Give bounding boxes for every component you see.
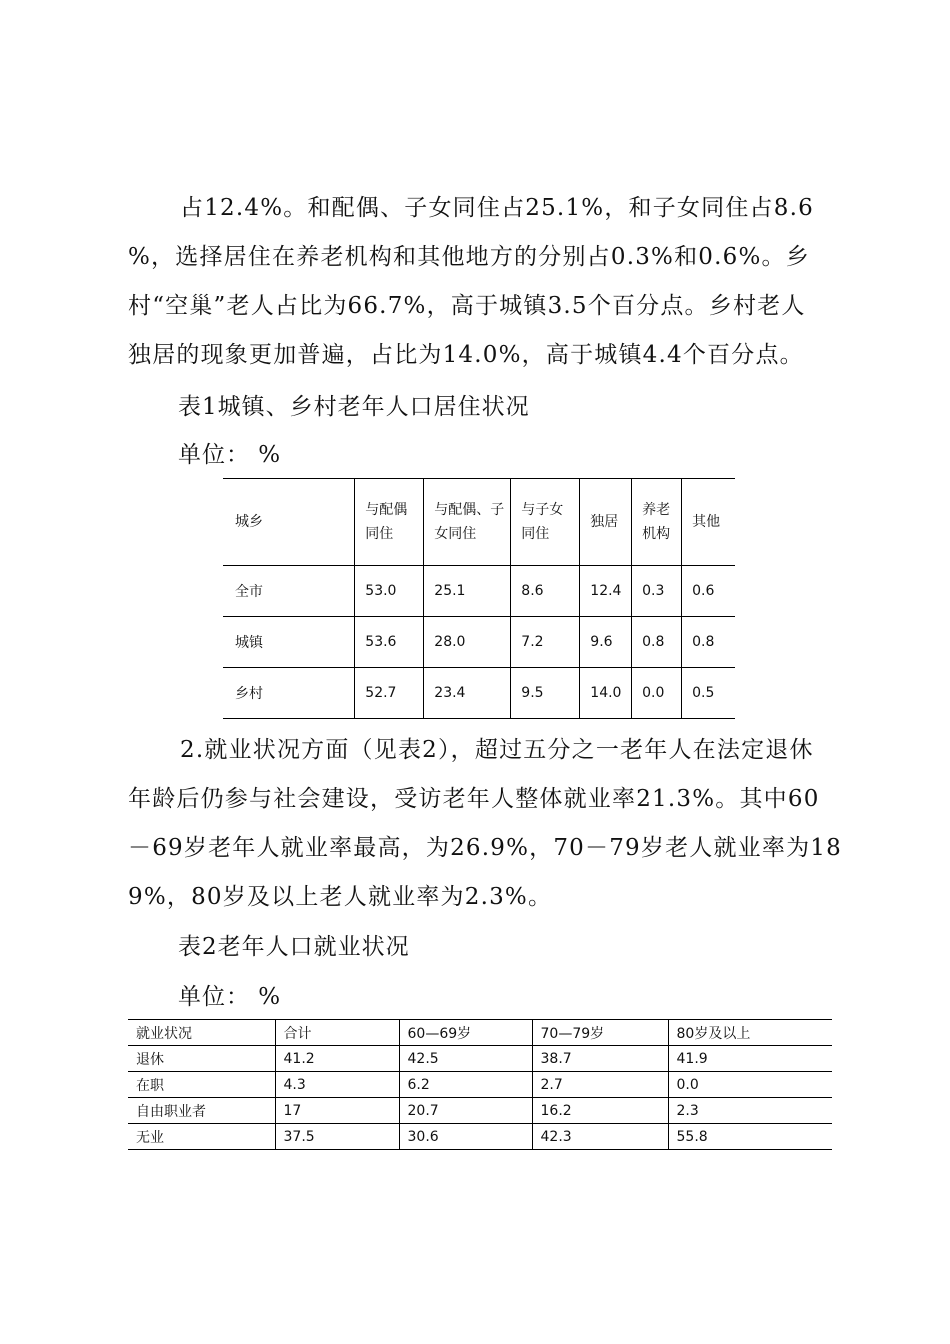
paragraph-living-situation xyxy=(128,184,858,380)
table-cell: 9.6 xyxy=(580,617,632,668)
table-row xyxy=(223,617,735,668)
table1-unit: 单位： % xyxy=(178,442,282,468)
table-row xyxy=(223,668,735,719)
table2-caption: 表2老年人口就业状况 xyxy=(178,934,410,960)
table-row xyxy=(128,1046,832,1072)
table-row xyxy=(128,1098,832,1124)
table-cell: 0.3 xyxy=(632,566,682,617)
table-cell: 0.8 xyxy=(682,617,735,668)
table-header-cell: 60—69岁 xyxy=(399,1020,532,1046)
table-cell: 53.0 xyxy=(355,566,424,617)
table-header-cell: 70—79岁 xyxy=(532,1020,668,1046)
table-cell: 53.6 xyxy=(355,617,424,668)
table-cell: 17 xyxy=(275,1098,399,1124)
table-cell: 37.5 xyxy=(275,1124,399,1150)
paragraph-line: %，选择居住在养老机构和其他地方的分别占0.3%和0.6%。乡 xyxy=(128,244,810,270)
paragraph-line: －69岁老年人就业率最高，为26.9%，70－79岁老人就业率为18 xyxy=(128,835,842,861)
table-cell: 20.7 xyxy=(399,1098,532,1124)
table-header-cell: 其他 xyxy=(682,479,735,566)
table-cell: 7.2 xyxy=(511,617,580,668)
table-cell: 42.3 xyxy=(532,1124,668,1150)
table-cell: 12.4 xyxy=(580,566,632,617)
table-header-cell: 养老机构 xyxy=(632,479,682,566)
table-cell: 2.7 xyxy=(532,1072,668,1098)
table1-caption: 表1城镇、乡村老年人口居住状况 xyxy=(178,394,530,420)
living-situation-table xyxy=(223,478,735,719)
table-header-cell: 与配偶同住 xyxy=(355,479,424,566)
table-row xyxy=(128,1072,832,1098)
table-cell: 6.2 xyxy=(399,1072,532,1098)
paragraph-employment xyxy=(128,726,858,922)
table-cell: 16.2 xyxy=(532,1098,668,1124)
paragraph-line: 9%，80岁及以上老人就业率为2.3%。 xyxy=(128,884,553,910)
table-cell: 全市 xyxy=(223,566,355,617)
paragraph-line: 2.就业状况方面（见表2），超过五分之一老年人在法定退休 xyxy=(180,737,814,763)
table-cell: 41.9 xyxy=(668,1046,832,1072)
table-cell: 55.8 xyxy=(668,1124,832,1150)
table-header-row xyxy=(128,1020,832,1046)
table-cell: 乡村 xyxy=(223,668,355,719)
table-cell: 0.0 xyxy=(668,1072,832,1098)
table-cell: 38.7 xyxy=(532,1046,668,1072)
table-cell: 在职 xyxy=(128,1072,275,1098)
table-cell: 自由职业者 xyxy=(128,1098,275,1124)
table-header-cell: 80岁及以上 xyxy=(668,1020,832,1046)
table-cell: 41.2 xyxy=(275,1046,399,1072)
table2-unit: 单位： % xyxy=(178,984,282,1010)
table-cell: 0.0 xyxy=(632,668,682,719)
table-header-row xyxy=(223,479,735,566)
table-cell: 25.1 xyxy=(424,566,511,617)
table-cell: 退休 xyxy=(128,1046,275,1072)
table-cell: 0.6 xyxy=(682,566,735,617)
table-cell: 2.3 xyxy=(668,1098,832,1124)
table-cell: 4.3 xyxy=(275,1072,399,1098)
table-cell: 无业 xyxy=(128,1124,275,1150)
table-header-cell: 独居 xyxy=(580,479,632,566)
table-header-cell: 就业状况 xyxy=(128,1020,275,1046)
table-cell: 城镇 xyxy=(223,617,355,668)
table-cell: 23.4 xyxy=(424,668,511,719)
table-cell: 42.5 xyxy=(399,1046,532,1072)
table-cell: 0.5 xyxy=(682,668,735,719)
table-header-cell: 城乡 xyxy=(223,479,355,566)
paragraph-line: 年龄后仍参与社会建设，受访老年人整体就业率21.3%。其中60 xyxy=(128,786,820,812)
table-cell: 9.5 xyxy=(511,668,580,719)
table-header-cell: 与子女同住 xyxy=(511,479,580,566)
table-cell: 8.6 xyxy=(511,566,580,617)
paragraph-line: 村“空巢”老人占比为66.7%，高于城镇3.5个百分点。乡村老人 xyxy=(128,293,806,319)
table-cell: 52.7 xyxy=(355,668,424,719)
table-row xyxy=(128,1124,832,1150)
paragraph-line: 独居的现象更加普遍，占比为14.0%，高于城镇4.4个百分点。 xyxy=(128,342,804,368)
table-header-cell: 合计 xyxy=(275,1020,399,1046)
table-cell: 0.8 xyxy=(632,617,682,668)
table-cell: 28.0 xyxy=(424,617,511,668)
table-header-cell: 与配偶、子女同住 xyxy=(424,479,511,566)
table-cell: 30.6 xyxy=(399,1124,532,1150)
paragraph-line: 占12.4%。和配偶、子女同住占25.1%，和子女同住占8.6 xyxy=(180,195,814,221)
table-row xyxy=(223,566,735,617)
employment-table xyxy=(128,1019,832,1150)
table-cell: 14.0 xyxy=(580,668,632,719)
